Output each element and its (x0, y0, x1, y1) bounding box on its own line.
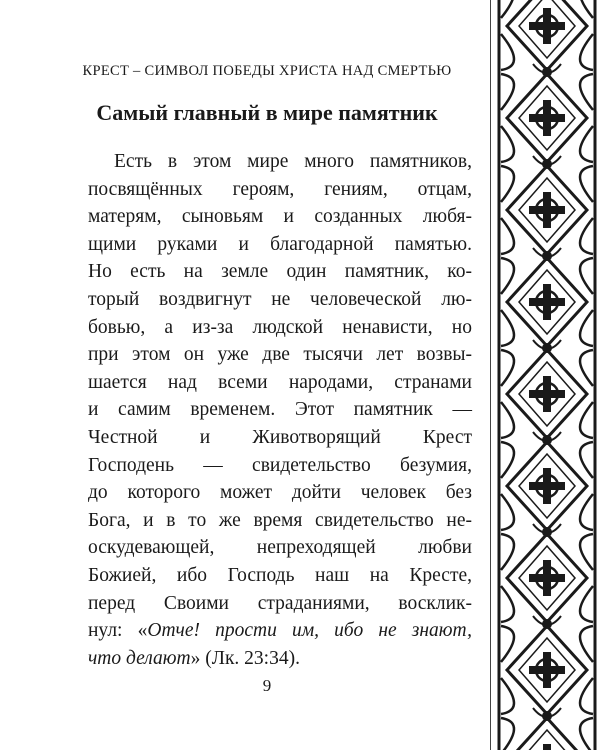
page-number: 9 (262, 676, 272, 695)
text-line: посвящённых героям, гениям, отцам, (88, 178, 472, 200)
text-line: перед Своими страданиями, восклик- (88, 592, 472, 614)
text-line: Господень — свидетельство безумия, (88, 454, 472, 476)
text-line: и самим временем. Этот памятник — (88, 399, 472, 421)
text-line: Но есть на земле один памятник, ко- (88, 261, 472, 283)
text-line: оскудевающей, непреходящей любви (88, 537, 472, 559)
body-paragraph (88, 148, 472, 672)
scripture-reference: » (Лк. 23:34). (190, 647, 300, 669)
text-line: Божией, ибо Господь наш на Кресте, (88, 564, 472, 586)
text-line: щими руками и благодарной памятью. (88, 233, 472, 255)
chapter-title: Самый главный в мире памятник (96, 100, 438, 125)
running-header: КРЕСТ – СИМВОЛ ПОБЕДЫ ХРИСТА НАД СМЕРТЬЮ (82, 63, 452, 79)
decorative-lattice-border (490, 0, 600, 750)
gospel-quote-part2: что делают (88, 647, 191, 669)
text-line: матерям, сыновьям и созданных любя- (88, 206, 472, 228)
text-line: торый воздвигнут не человеческой лю- (88, 288, 472, 310)
text-line: Бога, и в то же время свидетельство не- (88, 509, 472, 531)
text-line-quote-end (88, 645, 472, 673)
text-line: Честной и Животворящий Крест (88, 426, 472, 448)
text-line-quote-start (88, 617, 472, 645)
gospel-quote-part1: Отче! прости им, ибо не знают, (147, 620, 472, 642)
text-line: Есть в этом мире много памятников, (114, 151, 472, 172)
quote-prefix: нул: « (88, 620, 148, 642)
text-line: при этом он уже две тысячи лет возвы- (88, 344, 472, 366)
text-line: бовью, а из-за людской ненависти, но (88, 316, 472, 338)
text-line: шается над всеми народами, странами (88, 371, 472, 393)
ornament-pattern-icon (491, 0, 600, 750)
text-line: до которого может дойти человек без (88, 482, 472, 504)
